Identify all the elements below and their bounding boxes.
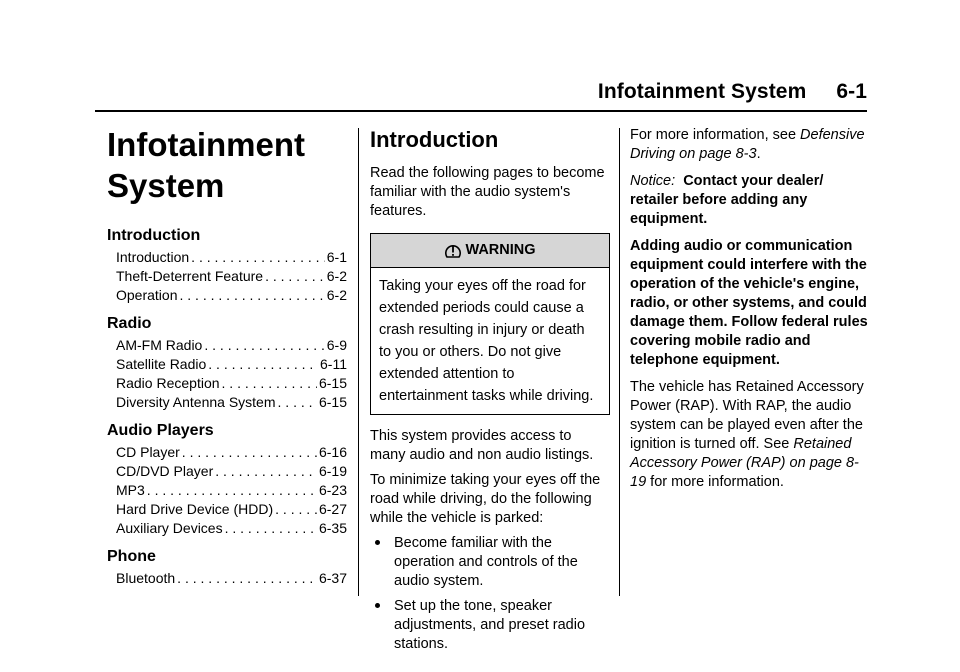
bullet-item: Become familiar with the operation and controls of the audio system. <box>370 534 610 591</box>
column-divider-2 <box>619 128 620 596</box>
toc-leader-dots <box>265 267 325 286</box>
notice-paragraph <box>630 172 872 229</box>
page-header <box>598 80 867 104</box>
warning-label: WARNING <box>465 242 536 258</box>
toc-leader-dots <box>215 462 317 481</box>
toc-leader-dots <box>182 443 317 462</box>
toc-entry[interactable] <box>116 481 347 500</box>
toc-entry[interactable] <box>116 462 347 481</box>
notice-text: Contact your dealer/ retailer before adding any equipment. <box>630 173 824 227</box>
toc-section-heading: Audio Players <box>107 422 214 439</box>
toc-entry-page: 6-35 <box>318 520 347 536</box>
more-info-paragraph: For more information, see Defensive Driving on page 8-3. <box>630 127 865 162</box>
notice-label: Notice: <box>630 173 676 189</box>
toc-entry[interactable] <box>116 355 347 374</box>
toc-entry-page: 6-16 <box>318 444 347 460</box>
intro-paragraph-1: Read the following pages to become familiar with the audio system's features. <box>370 165 605 219</box>
toc-entry[interactable] <box>116 286 347 305</box>
toc-sections <box>107 226 347 588</box>
toc-entry-page: 6-2 <box>326 287 347 303</box>
toc-entry[interactable] <box>116 500 347 519</box>
toc-entry-label: Hard Drive Device (HDD) <box>116 501 274 517</box>
toc-entry[interactable] <box>116 336 347 355</box>
header-title: Infotainment System <box>597 80 807 103</box>
bullet-item: Set up the tone, speaker adjustments, and preset radio stations. <box>370 597 610 654</box>
introduction-column <box>370 126 610 660</box>
toc-entry-page: 6-23 <box>318 482 347 498</box>
toc-leader-dots <box>222 374 317 393</box>
header-rule <box>95 110 867 112</box>
toc-entry-label: MP3 <box>116 482 145 498</box>
toc-entry[interactable] <box>116 374 347 393</box>
toc-entry-label: Radio Reception <box>116 375 220 391</box>
toc-entry-label: Auxiliary Devices <box>116 520 223 536</box>
warning-header <box>371 234 609 268</box>
toc-section-heading: Radio <box>107 315 152 332</box>
toc-list <box>116 336 347 412</box>
toc-leader-dots <box>208 355 318 374</box>
toc-entry-label: Satellite Radio <box>116 356 207 372</box>
warning-icon <box>444 242 462 260</box>
warning-text: Taking your eyes off the road for extended periods could cause a crash resulting in injury or death to you or others. Do not give extended attention to entertainment tasks while driving. <box>379 278 594 404</box>
equipment-warning-paragraph: Adding audio or communication equipment could interfere with the operation of the vehicle's engine, radio, or other systems, and could damage them. Follow federal rules covering mobile radio and telephone equipment. <box>630 238 868 368</box>
toc-entry[interactable] <box>116 519 347 538</box>
toc-entry-label: CD/DVD Player <box>116 463 214 479</box>
toc-entry[interactable] <box>116 267 347 286</box>
toc-entry-page: 6-2 <box>326 268 347 284</box>
intro-paragraph-2: This system provides access to many audio and non audio listings. <box>370 428 594 463</box>
warning-box <box>370 233 610 415</box>
rap-paragraph: The vehicle has Retained Accessory Power (RAP). With RAP, the audio system can be played even after the ignition is turned off. See Retained Accessory Power (RAP) on page 8-19 for more information. <box>630 379 864 490</box>
toc-entry[interactable] <box>116 248 347 267</box>
toc-section-heading: Phone <box>107 548 156 565</box>
toc-entry-label: Theft-Deterrent Feature <box>116 268 264 284</box>
toc-list <box>116 248 347 305</box>
toc-entry-label: Bluetooth <box>116 570 176 586</box>
toc-leader-dots <box>177 569 317 588</box>
chapter-contents <box>107 124 347 588</box>
header-page-number: 6-1 <box>836 80 867 103</box>
chapter-title: Infotainment System <box>107 126 305 204</box>
toc-section-heading: Introduction <box>107 227 201 244</box>
toc-entry-label: CD Player <box>116 444 180 460</box>
bullet-list <box>370 534 610 654</box>
toc-leader-dots <box>278 393 317 412</box>
toc-entry-page: 6-15 <box>318 375 347 391</box>
toc-entry-page: 6-27 <box>318 501 347 517</box>
toc-entry[interactable] <box>116 569 347 588</box>
toc-entry-page: 6-1 <box>326 249 347 265</box>
toc-leader-dots <box>225 519 317 538</box>
toc-entry-label: AM-FM Radio <box>116 337 203 353</box>
toc-leader-dots <box>179 286 324 305</box>
toc-leader-dots <box>191 248 325 267</box>
toc-entry-page: 6-9 <box>326 337 347 353</box>
column-divider-1 <box>358 128 359 596</box>
toc-entry[interactable] <box>116 443 347 462</box>
toc-leader-dots <box>275 500 317 519</box>
toc-list <box>116 443 347 538</box>
toc-entry-label: Operation <box>116 287 178 303</box>
toc-entry-label: Introduction <box>116 249 190 265</box>
toc-entry-page: 6-15 <box>318 394 347 410</box>
toc-entry-page: 6-11 <box>320 356 347 372</box>
toc-leader-dots <box>147 481 317 500</box>
introduction-heading: Introduction <box>370 127 499 152</box>
toc-leader-dots <box>204 336 324 355</box>
notice-column <box>630 126 872 500</box>
rap-link[interactable]: Retained Accessory Power (RAP) on page 8-19 <box>630 436 859 490</box>
defensive-driving-link[interactable]: Defensive Driving on page 8-3 <box>630 127 865 162</box>
toc-entry[interactable] <box>116 393 347 412</box>
toc-list <box>116 569 347 588</box>
intro-paragraph-3: To minimize taking your eyes off the road while driving, do the following while the vehicle is parked: <box>370 472 601 526</box>
toc-entry-label: Diversity Antenna System <box>116 394 276 410</box>
toc-entry-page: 6-19 <box>318 463 347 479</box>
toc-entry-page: 6-37 <box>318 570 347 586</box>
